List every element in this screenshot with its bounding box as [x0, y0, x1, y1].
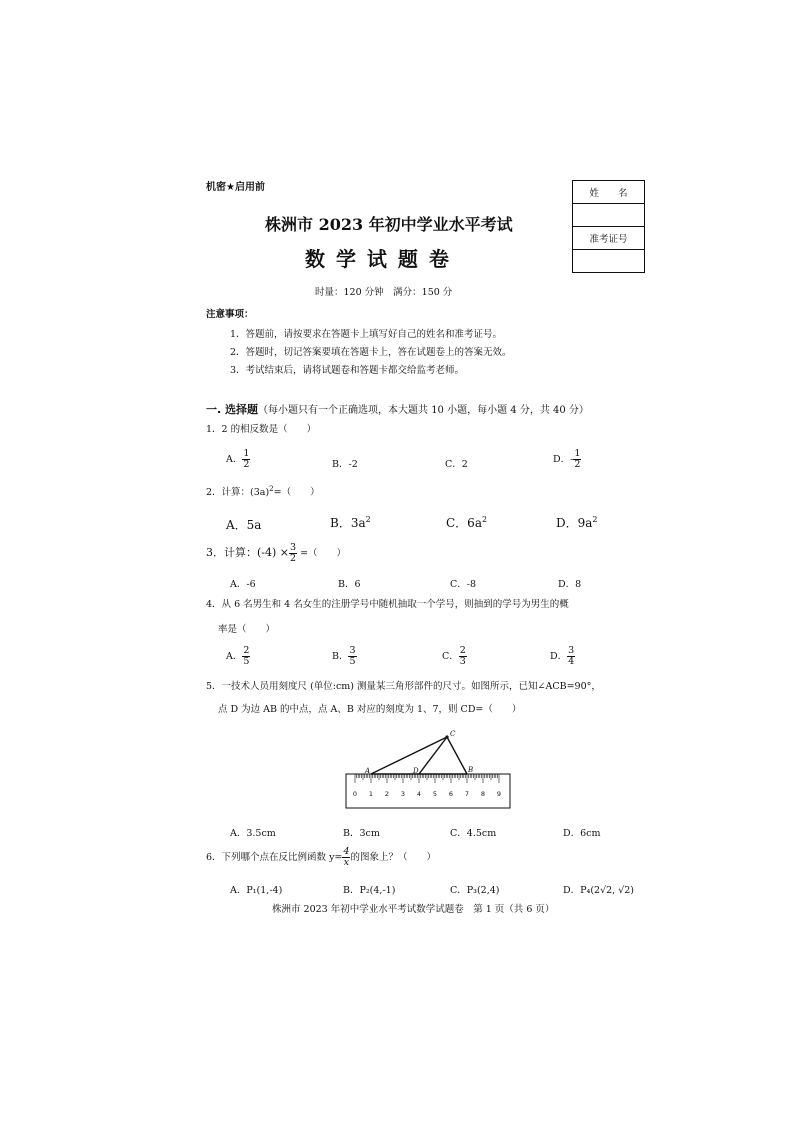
- option-label: A．: [226, 453, 243, 465]
- stem-text: 3．计算：(-4) ×: [206, 545, 290, 559]
- q4-option-c: [442, 646, 467, 667]
- q5-option-c: C．4.5cm: [450, 828, 497, 839]
- numerator: 3: [349, 645, 356, 656]
- q4-option-a: [226, 646, 250, 667]
- notice-item: 2．答题时，切记答案要填在答题卡上，答在试题卷上的答案无效。: [230, 347, 512, 358]
- notice-heading: 注意事项：: [206, 309, 254, 320]
- tick-label: 5: [432, 790, 438, 798]
- q5-option-a: A．3.5cm: [230, 828, 276, 839]
- section-title: 一. 选择题: [206, 403, 259, 416]
- question-4-stem: 4．从 6 名男生和 4 名女生的注册学号中随机抽取一个学号，则抽到的学号为男生的概: [206, 599, 569, 610]
- option-label: C．: [442, 650, 459, 662]
- exponent: 2: [269, 485, 274, 493]
- label-b: B: [468, 766, 474, 774]
- exponent: 2: [481, 515, 488, 524]
- label-d: D: [413, 767, 419, 775]
- time-info: 时量：120 分钟 满分：150 分: [315, 287, 453, 298]
- q1-option-a: [226, 449, 250, 470]
- option-label: D．-: [553, 453, 574, 465]
- option-text: B．3a: [330, 516, 366, 530]
- q3-option-d: D．8: [558, 579, 582, 590]
- exam-subtitle: 数 学 试 题 卷: [305, 247, 451, 271]
- notice-item: 3．考试结束后，请将试题卷和答题卡都交给监考老师。: [230, 365, 465, 376]
- student-id-box: [572, 180, 645, 273]
- tick-label: 1: [368, 790, 374, 798]
- segment-cd: [419, 737, 447, 774]
- point-c: [445, 735, 448, 738]
- question-2-stem: [206, 486, 320, 498]
- option-label: A．: [226, 650, 243, 662]
- stem-text: 2．计算：(3a): [206, 487, 270, 499]
- fraction: [567, 646, 575, 667]
- question-5-stem: 5．一技术人员用刻度尺 (单位:cm) 测量某三角形部件的尺寸。如图所示，已知∠ACB=90°，: [206, 681, 601, 692]
- q1-option-d: [553, 449, 581, 470]
- ruler-tick-labels: [353, 790, 501, 798]
- denominator: 2: [290, 552, 297, 564]
- q3-option-a: A．-6: [230, 579, 256, 590]
- numerator: 1: [243, 448, 250, 459]
- section-heading: [206, 398, 589, 417]
- tick-label: 3: [400, 790, 406, 798]
- section-desc: （每小题只有一个正确选项，本大题共 10 小题，每小题 4 分，共 40 分）: [258, 405, 589, 416]
- page-footer: 株洲市 2023 年初中学业水平考试数学试题卷 第 1 页（共 6 页）: [272, 904, 555, 915]
- ruler-ticks: [355, 774, 499, 783]
- q6-option-b: B．P₂(4,-1): [343, 885, 396, 896]
- question-3-stem: [206, 543, 346, 564]
- fraction: [348, 646, 356, 667]
- option-text: D．9a: [556, 516, 593, 530]
- numerator: 1: [574, 448, 581, 459]
- tick-label: 9: [496, 790, 502, 798]
- notice-item: 1．答题前，请按要求在答题卡上填写好自己的姓名和准考证号。: [230, 329, 503, 340]
- option-label: D．: [550, 650, 568, 662]
- q4-option-d: [550, 646, 575, 667]
- denominator: 2: [243, 458, 250, 470]
- ruler-triangle-figure: [340, 726, 520, 812]
- question-4-stem-cont: 率是（ ）: [218, 624, 276, 635]
- tick-label: 0: [352, 790, 358, 798]
- numerator: 2: [243, 645, 250, 656]
- name-field: [573, 204, 645, 227]
- q2-option-b: [330, 514, 371, 531]
- tick-label: 4: [416, 790, 422, 798]
- q3-option-b: B．6: [338, 579, 361, 590]
- segment-ac: [371, 737, 447, 774]
- tick-label: 2: [384, 790, 390, 798]
- fraction: [459, 646, 467, 667]
- q4-option-b: [332, 646, 357, 667]
- stem-text: 6．下列哪个点在反比例函数 y=: [206, 851, 343, 863]
- question-6-stem: [206, 847, 436, 868]
- confidential-label: 机密★启用前: [206, 182, 265, 193]
- option-text: C．6a: [446, 516, 482, 530]
- stem-text: =（ ）: [273, 487, 320, 499]
- stem-text: 的图象上？（ ）: [350, 851, 436, 863]
- fraction: [289, 543, 297, 564]
- q6-option-a: A．P₁(1,-4): [230, 885, 283, 896]
- denominator: 3: [459, 655, 466, 667]
- exam-id-label: 准考证号: [573, 227, 645, 250]
- option-label: B．: [332, 650, 349, 662]
- fraction: [242, 449, 250, 470]
- q6-option-c: C．P₃(2,4): [450, 885, 500, 896]
- q1-option-b: B．-2: [332, 459, 358, 470]
- numerator: 3: [290, 542, 297, 553]
- q5-option-d: D．6cm: [563, 828, 601, 839]
- q3-option-c: C．-8: [450, 579, 477, 590]
- denominator: 5: [243, 655, 250, 667]
- q6-option-d: D．P₄(2√2, √2): [563, 885, 635, 896]
- label-c: C: [450, 730, 456, 738]
- name-label: 姓 名: [573, 181, 645, 204]
- numerator: 3: [568, 645, 575, 656]
- label-a: A: [365, 767, 371, 775]
- stem-text: =（ ）: [297, 547, 347, 559]
- numerator: 4: [343, 846, 350, 857]
- q2-option-d: [556, 514, 598, 531]
- q1-option-c: C．2: [445, 459, 468, 470]
- question-1-stem: 1．2 的相反数是（ ）: [206, 424, 317, 435]
- fraction: [573, 449, 581, 470]
- question-5-stem-cont: 点 D 为边 AB 的中点，点 A、B 对应的刻度为 1、7，则 CD=（ ）: [218, 704, 522, 715]
- denominator: x: [343, 856, 350, 868]
- fraction: [242, 646, 250, 667]
- segment-cb: [447, 737, 467, 774]
- q2-option-c: [446, 514, 487, 531]
- q2-option-a: A．5a: [226, 518, 262, 532]
- tick-label: 6: [448, 790, 454, 798]
- denominator: 2: [574, 458, 581, 470]
- q5-option-b: B．3cm: [343, 828, 380, 839]
- exam-title: 株洲市 2023 年初中学业水平考试: [265, 215, 513, 234]
- exam-id-field: [573, 250, 645, 273]
- denominator: 4: [568, 655, 575, 667]
- exponent: 2: [365, 515, 371, 524]
- tick-label: 8: [480, 790, 486, 798]
- denominator: 5: [349, 655, 356, 667]
- numerator: 2: [459, 645, 466, 656]
- exponent: 2: [592, 515, 598, 524]
- point-labels: [364, 730, 473, 775]
- tick-label: 7: [464, 790, 470, 798]
